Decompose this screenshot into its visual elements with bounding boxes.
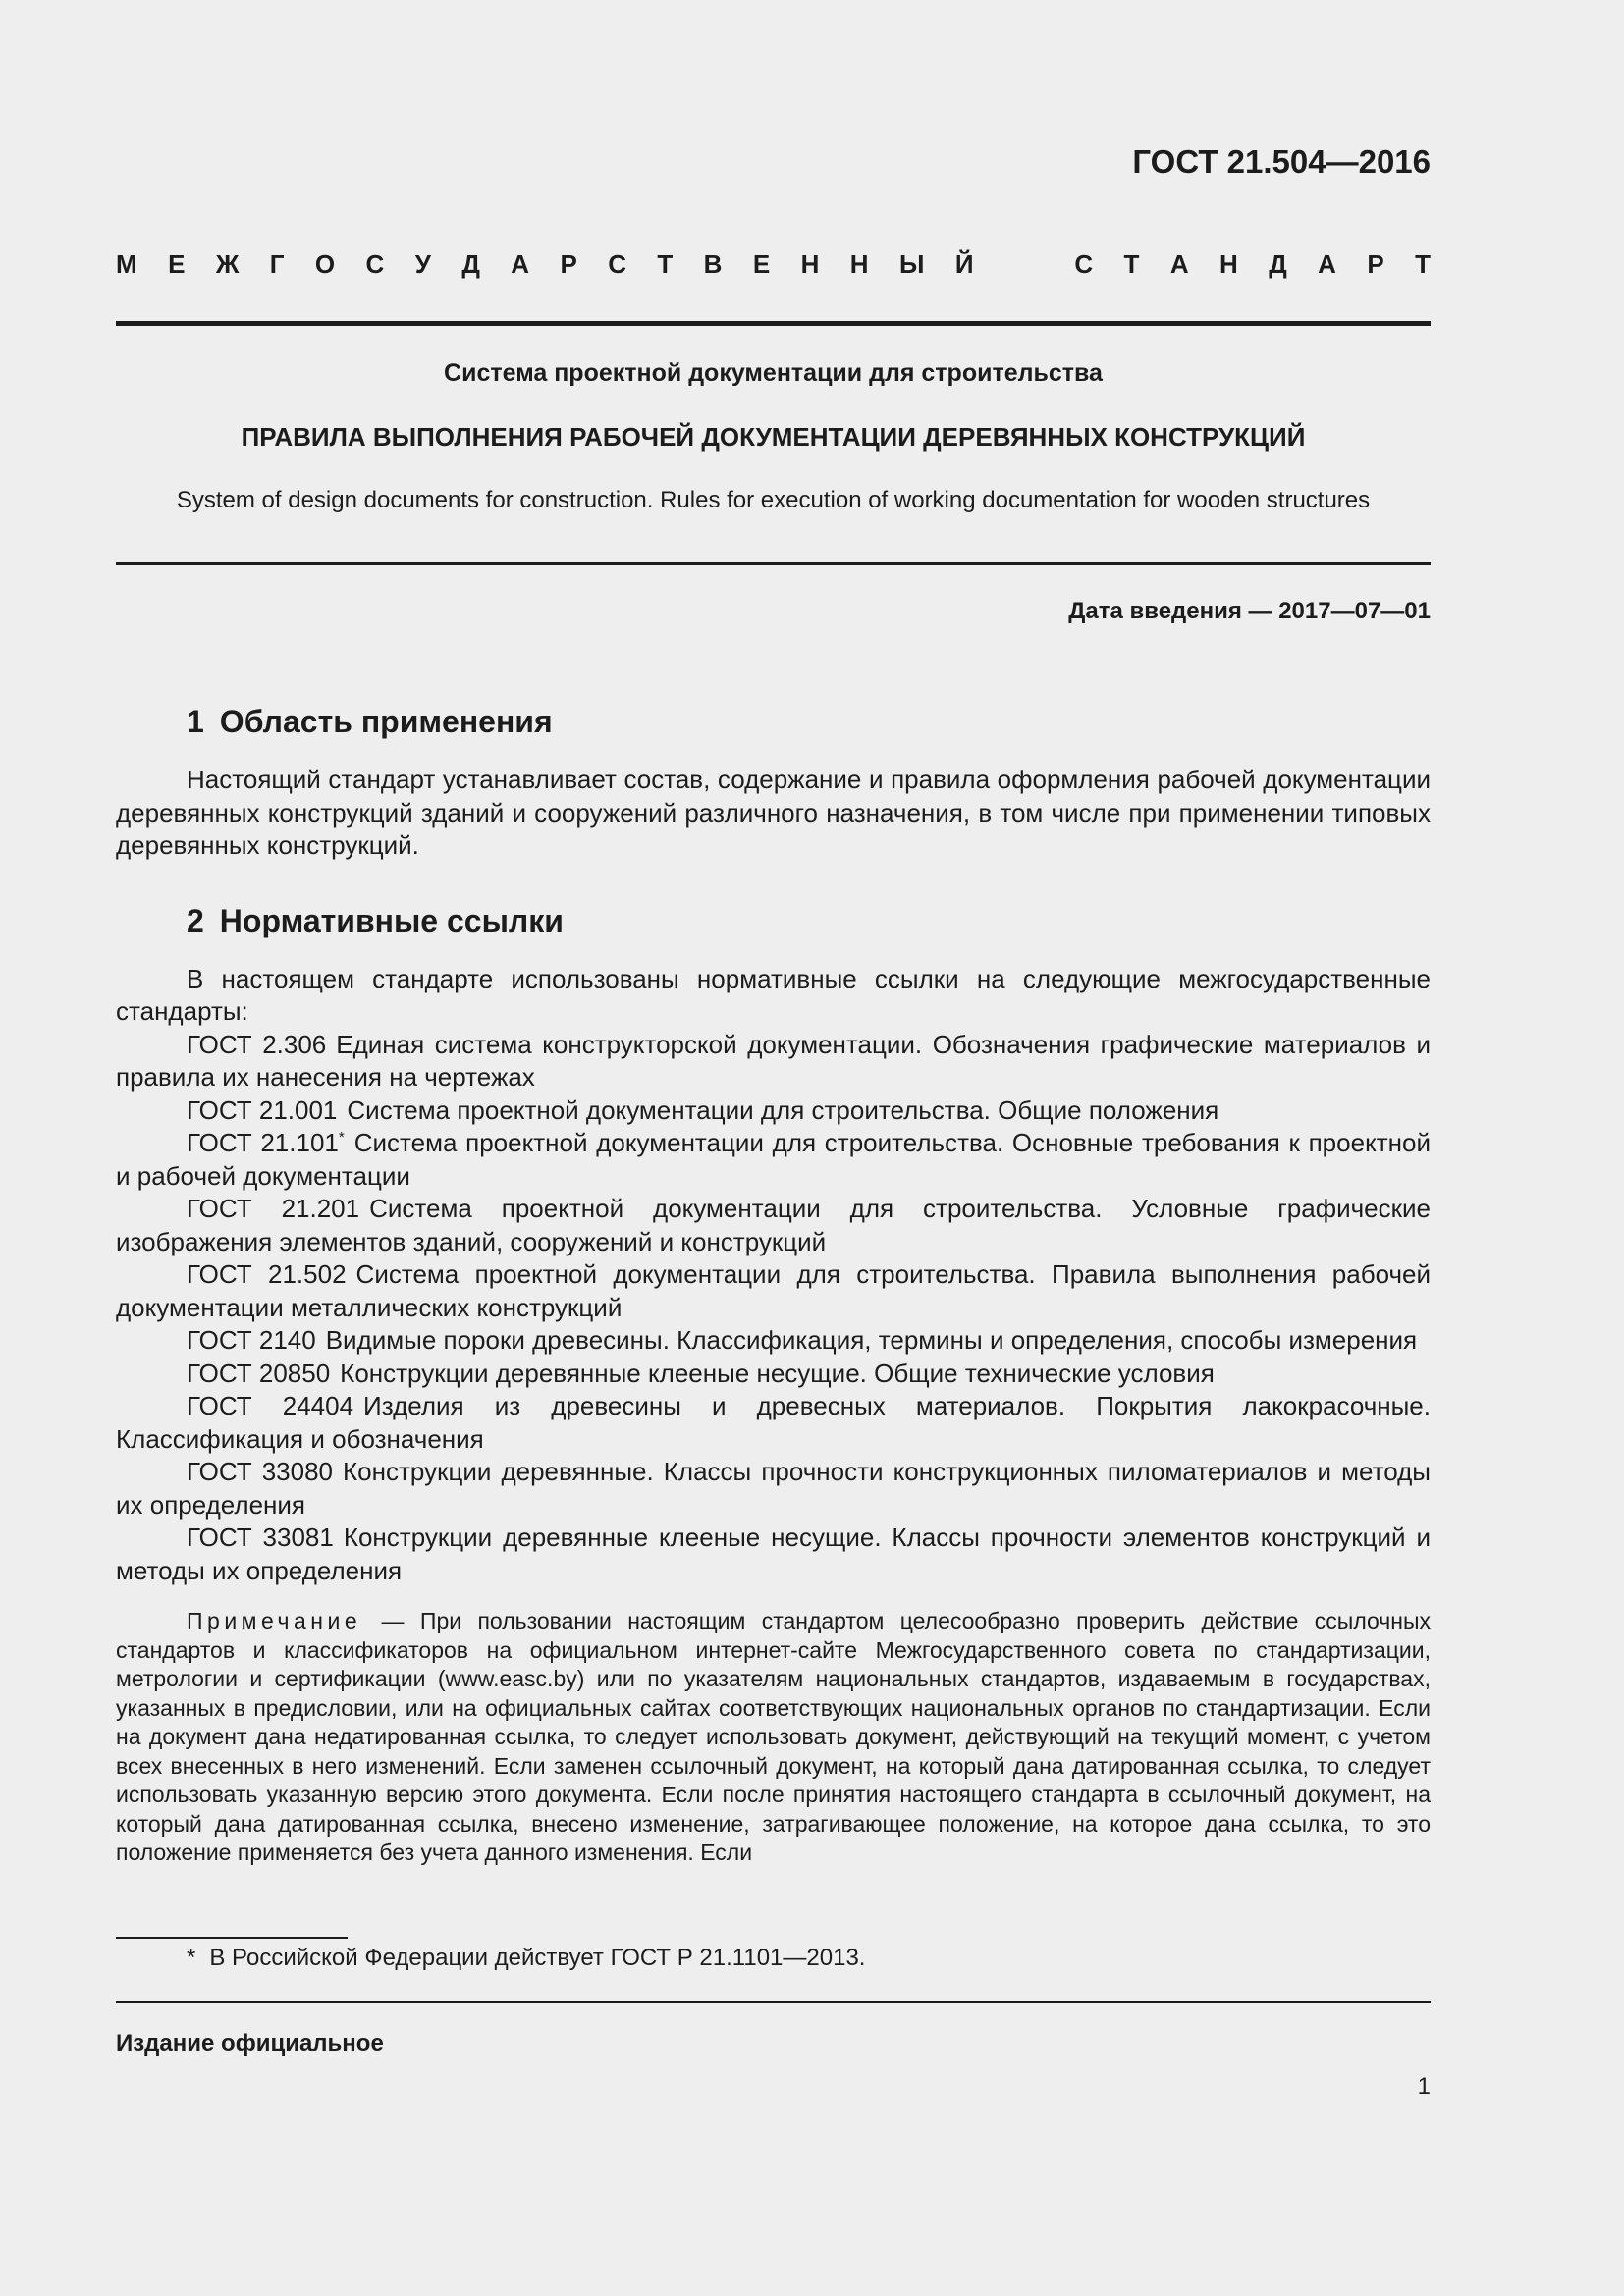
standard-type-letter: Ы bbox=[898, 249, 925, 279]
edition-label: Издание официальное bbox=[116, 2030, 384, 2056]
standard-type-letter: Е bbox=[752, 249, 771, 279]
standard-type-letter: С bbox=[1074, 249, 1094, 279]
standard-type-letter: Е bbox=[168, 249, 186, 279]
footnote: * В Российской Федерации действует ГОСТ Р 21.1101—2013. bbox=[187, 1945, 866, 1971]
standard-type-letter: Т bbox=[657, 249, 674, 279]
reference-item: ГОСТ 24404 Изделия из древесины и древесных материалов. Покрытия лакокрасочные. Классификация и обозначения bbox=[116, 1391, 1431, 1454]
note-label: Примечание bbox=[187, 1608, 362, 1633]
standard-type-letter: В bbox=[703, 249, 723, 279]
section-2-heading: 2 Нормативные ссылки bbox=[187, 902, 564, 938]
standard-type-letter: Й bbox=[954, 249, 974, 279]
standard-series: Система проектной документации для строительства bbox=[444, 359, 1103, 387]
standard-type-letter: А bbox=[1318, 249, 1336, 279]
footnote-rule bbox=[116, 1937, 348, 1939]
title-rule bbox=[116, 562, 1431, 565]
reference-item: ГОСТ 33081 Конструкции деревянные клееные несущие. Классы прочности элементов конструкций и методы их определения bbox=[116, 1522, 1431, 1585]
document-body bbox=[116, 699, 1431, 1868]
standard-type-letter: А bbox=[511, 249, 530, 279]
standard-type-letter: Н bbox=[849, 249, 869, 279]
standard-type-letter: М bbox=[116, 249, 137, 279]
note-text: — При пользовании настоящим стандартом целесообразно проверить действие ссылочных стандартов и классификаторов на официальном интернет-сайте Межгосударственного совета по стандартизации, метрологии и сертификации (www.easc.by) или по указателям национальных стандартов, издаваемым в государствах, указанных в предисловии, или на официальных сайтах соответствующих национальных органов по стандартизации. Если на документ дана недатированная ссылка, то следует использовать документ, действующий на текущий момент, с учетом всех внесенных в него изменений. Если заменен ссылочный документ, на который дана датированная ссылка, то следует использовать указанную версию этого документа. Если после принятия настоящего стандарта в ссылочный документ, на который дана датированная ссылка, внесено изменение, затрагивающее положение, на которое дана ссылка, то это положение применяется без учета данного изменения. Если bbox=[116, 1608, 1431, 1865]
standard-type-letter: Р bbox=[1367, 249, 1384, 279]
standard-type-letter: Н bbox=[800, 249, 820, 279]
page-number: 1 bbox=[1417, 2073, 1431, 2100]
standard-type-letter: Н bbox=[1219, 249, 1238, 279]
standard-type-letter: С bbox=[365, 249, 385, 279]
reference-item: ГОСТ 21.101* Система проектной документации для строительства. Основные требования к проектной и рабочей документации bbox=[116, 1128, 1431, 1191]
reference-item: ГОСТ 2140 Видимые пороки древесины. Классификация, термины и определения, способы измерения bbox=[187, 1325, 1418, 1355]
standard-type-letter: Ж bbox=[215, 249, 240, 279]
standard-type-letter: Д bbox=[461, 249, 480, 279]
standard-type-letter: Д bbox=[1269, 249, 1287, 279]
reference-item: ГОСТ 33080 Конструкции деревянные. Классы прочности конструкционных пиломатериалов и методы их определения bbox=[116, 1457, 1431, 1520]
standard-type-letter: С bbox=[608, 249, 626, 279]
reference-item: ГОСТ 2.306 Единая система конструкторской документации. Обозначения графические материалов и правила их нанесения на чертежах bbox=[116, 1029, 1431, 1092]
standard-type-letter: Т bbox=[1415, 249, 1431, 279]
reference-item: ГОСТ 20850 Конструкции деревянные клееные несущие. Общие технические условия bbox=[187, 1358, 1215, 1388]
note bbox=[116, 1607, 1431, 1868]
standard-type-letter: Г bbox=[269, 249, 285, 279]
document-title: ПРАВИЛА ВЫПОЛНЕНИЯ РАБОЧЕЙ ДОКУМЕНТАЦИИ ДЕРЕВЯННЫХ КОНСТРУКЦИЙ bbox=[241, 422, 1306, 452]
standard-type-letter: О bbox=[314, 249, 336, 279]
footer-rule bbox=[116, 2001, 1431, 2003]
english-title: System of design documents for construction. Rules for execution of working documentation for wooden structures bbox=[176, 487, 1371, 513]
header-rule bbox=[116, 321, 1431, 326]
footnote-marker: * bbox=[338, 1129, 345, 1146]
standard-type-line bbox=[116, 249, 1431, 280]
section-2-intro: В настоящем стандарте использованы нормативные ссылки на следующие межгосударственные стандарты: bbox=[116, 963, 1431, 1026]
section-1-heading: 1 Область применения bbox=[187, 704, 553, 739]
standard-type-letter: Т bbox=[1123, 249, 1140, 279]
standard-type-letter: Р bbox=[560, 249, 577, 279]
standard-type-letter: У bbox=[414, 249, 431, 279]
document-code: ГОСТ 21.504—2016 bbox=[1132, 143, 1431, 180]
introduction-date: Дата введения — 2017—07—01 bbox=[1068, 598, 1431, 624]
reference-item: ГОСТ 21.201 Система проектной документации для строительства. Условные графические изображения элементов зданий, сооружений и конструкций bbox=[116, 1194, 1431, 1256]
reference-item: ГОСТ 21.502 Система проектной документации для строительства. Правила выполнения рабочей документации металлических конструкций bbox=[116, 1259, 1432, 1322]
reference-item: ГОСТ 21.001 Система проектной документации для строительства. Общие положения bbox=[187, 1095, 1219, 1125]
standard-type-letter: А bbox=[1169, 249, 1189, 279]
section-1-text: Настоящий стандарт устанавливает состав, содержание и правила оформления рабочей документации деревянных конструкций зданий и сооружений различного назначения, в том числе при применении типовых деревянных конструкций. bbox=[116, 765, 1431, 860]
